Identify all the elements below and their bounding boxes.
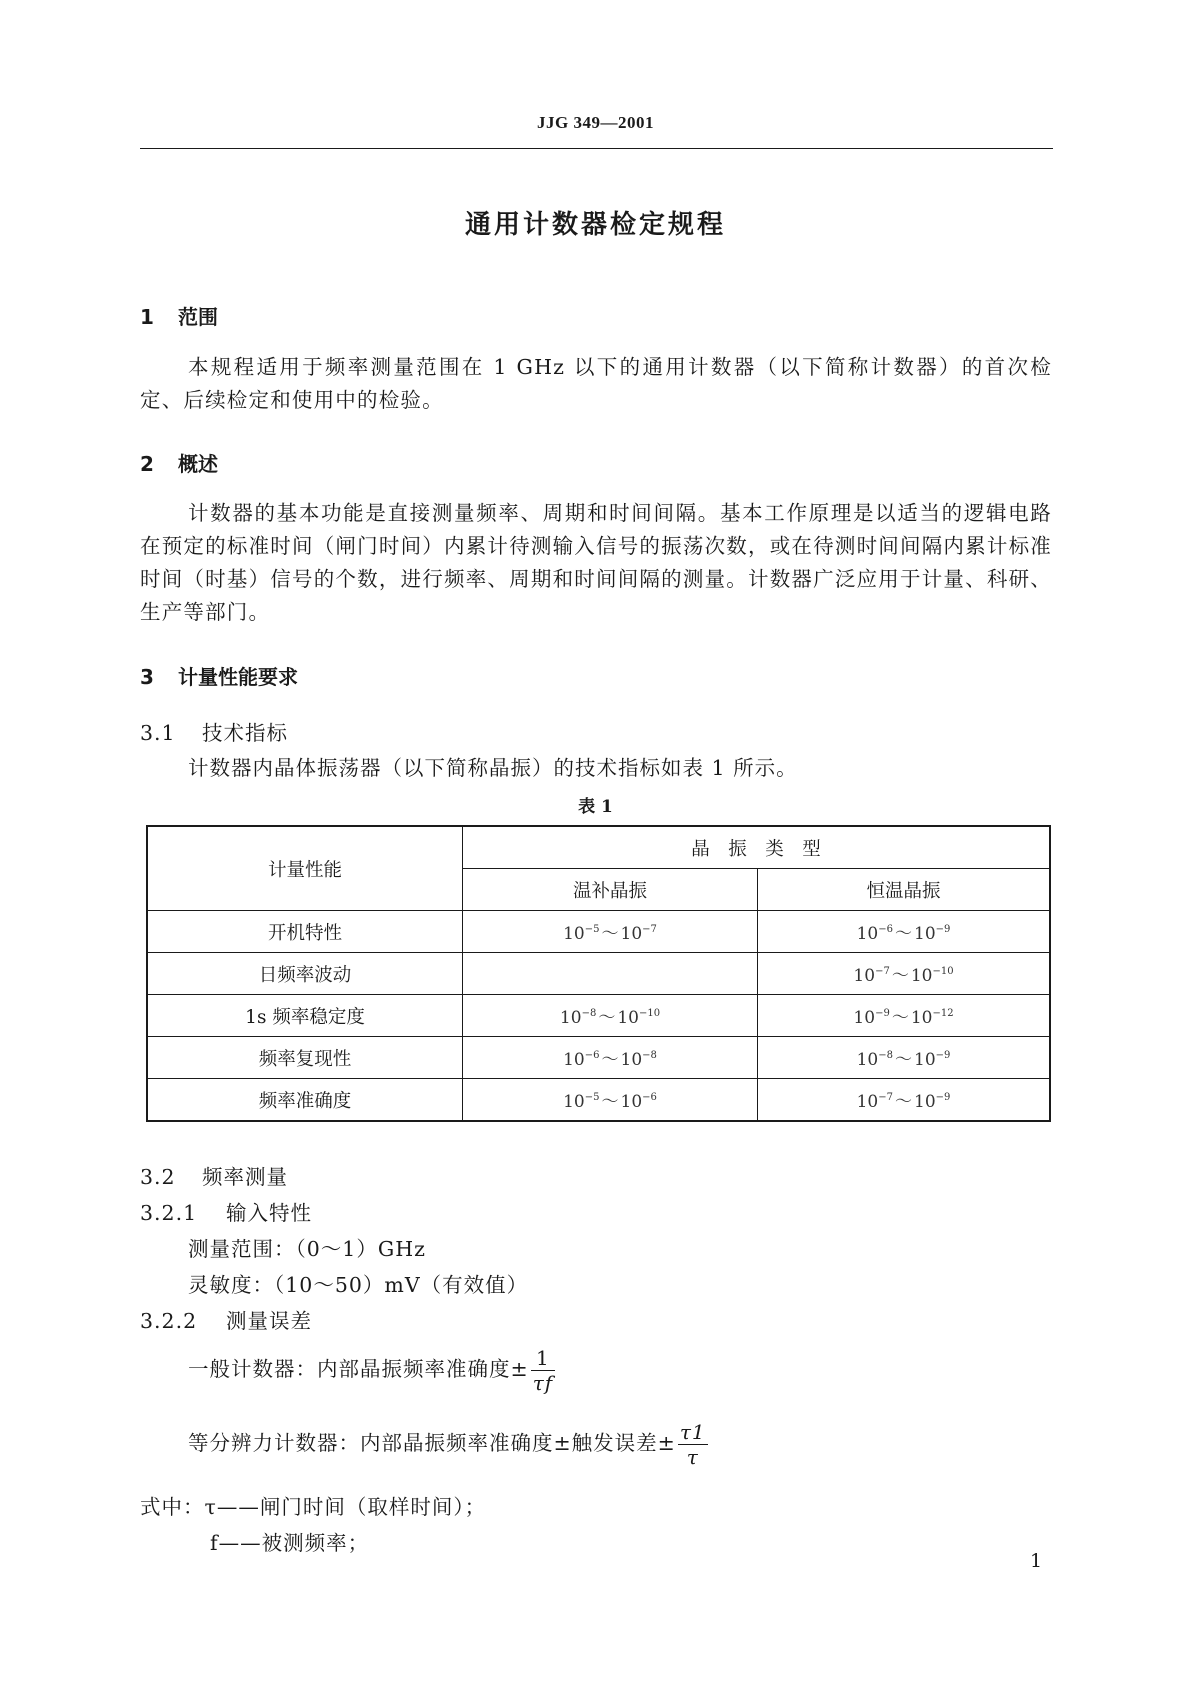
subsection-number: 3.2	[140, 1165, 176, 1189]
table-row	[147, 995, 1050, 1037]
section-2-heading	[140, 448, 218, 477]
cell-ocxo: $10^{-7}$ ～ $10^{-9}$	[758, 1079, 1051, 1122]
section-number: 3	[140, 665, 154, 689]
subsection-title: 技术指标	[202, 721, 288, 745]
fraction	[531, 1346, 555, 1395]
cell-ocxo: $10^{-8}$ ～ $10^{-9}$	[758, 1037, 1051, 1079]
subsection-number: 3.1	[140, 721, 176, 745]
document-title: 通用计数器检定规程	[464, 210, 726, 240]
page-number: 1	[1030, 1550, 1043, 1572]
fraction-denominator: τ	[686, 1445, 699, 1469]
equal-resolution-counter-formula	[188, 1420, 708, 1469]
subsection-3-1-heading	[140, 716, 288, 746]
column-header-metric: 计量性能	[147, 826, 463, 911]
cell-ocxo: $10^{-7}$ ～ $10^{-10}$	[758, 953, 1051, 995]
cell-ocxo: $10^{-6}$ ～ $10^{-9}$	[758, 911, 1051, 953]
fraction-numerator: 1	[531, 1346, 555, 1371]
header-rule	[140, 148, 1053, 149]
formula-text: 等分辨力计数器：内部晶振频率准确度±触发误差±	[188, 1431, 676, 1455]
subsection-title: 频率测量	[202, 1165, 288, 1189]
table-row	[147, 911, 1050, 953]
cell-tcxo: $10^{-8}$ ～ $10^{-10}$	[463, 995, 758, 1037]
row-label: 开机特性	[147, 911, 463, 953]
section-title: 概述	[178, 452, 218, 476]
row-label: 日频率波动	[147, 953, 463, 995]
section-title: 计量性能要求	[178, 665, 298, 689]
general-counter-formula	[188, 1346, 555, 1395]
group-header-oscillator-type: 晶 振 类 型	[463, 826, 1051, 869]
sub-header-ocxo: 恒温晶振	[758, 869, 1051, 911]
table-intro-text: 计数器内晶体振荡器（以下简称晶振）的技术指标如表 1 所示。	[188, 756, 798, 780]
section-number: 2	[140, 452, 154, 476]
where-f	[210, 1526, 369, 1556]
section-1-heading	[140, 301, 218, 330]
subsection-number: 3.2.2	[140, 1309, 198, 1333]
sub-header-tcxo: 温补晶振	[463, 869, 758, 911]
tau-definition: τ——闸门时间（取样时间）；	[204, 1495, 487, 1519]
table-row	[147, 1037, 1050, 1079]
subsection-3-2-heading	[140, 1160, 288, 1190]
fraction-numerator: τ1	[679, 1420, 706, 1444]
row-label: 频率复现性	[147, 1037, 463, 1079]
cell-ocxo: $10^{-9}$ ～ $10^{-12}$	[758, 995, 1051, 1037]
subsection-3-2-1-heading	[140, 1196, 312, 1226]
section-1-paragraph: 本规程适用于频率测量范围在 1 GHz 以下的通用计数器（以下简称计数器）的首次检定、后续检定和使用中的检验。	[140, 355, 1052, 412]
where-prefix: 式中：	[140, 1495, 205, 1519]
cell-tcxo: $10^{-5}$ ～ $10^{-6}$	[463, 1079, 758, 1122]
table-caption: 表 1	[578, 797, 613, 817]
measurement-range: 测量范围：（0～1）GHz	[188, 1237, 426, 1261]
section-number: 1	[140, 305, 154, 329]
row-label: 1s 频率稳定度	[147, 995, 463, 1037]
section-3-heading	[140, 661, 298, 690]
cell-tcxo	[463, 953, 758, 995]
row-label: 频率准确度	[147, 1079, 463, 1122]
subsection-number: 3.2.1	[140, 1201, 198, 1225]
subsection-3-2-2-heading	[140, 1304, 312, 1334]
fraction	[678, 1420, 708, 1469]
section-2-paragraph: 计数器的基本功能是直接测量频率、周期和时间间隔。基本工作原理是以适当的逻辑电路在预定的标准时间（闸门时间）内累计待测输入信号的振荡次数，或在待测时间间隔内累计标准时间（时基）信号的个数，进行频率、周期和时间间隔的测量。计数器广泛应用于计量、科研、生产等部门。	[140, 501, 1052, 624]
formula-text: 一般计数器：内部晶振频率准确度±	[188, 1357, 529, 1381]
section-title: 范围	[178, 305, 218, 329]
oscillator-spec-table	[146, 825, 1051, 1122]
cell-tcxo: $10^{-5}$ ～ $10^{-7}$	[463, 911, 758, 953]
f-definition: f——被测频率；	[210, 1531, 370, 1555]
fraction-denominator: τf	[532, 1371, 554, 1395]
subsection-title: 测量误差	[226, 1309, 312, 1333]
sensitivity: 灵敏度：（10～50）mV（有效值）	[188, 1273, 529, 1297]
table-row	[147, 1079, 1050, 1122]
cell-tcxo: $10^{-6}$ ～ $10^{-8}$	[463, 1037, 758, 1079]
table-row	[147, 953, 1050, 995]
document-code-header: JJG 349—2001	[537, 113, 654, 132]
where-tau	[140, 1490, 486, 1520]
subsection-title: 输入特性	[226, 1201, 312, 1225]
